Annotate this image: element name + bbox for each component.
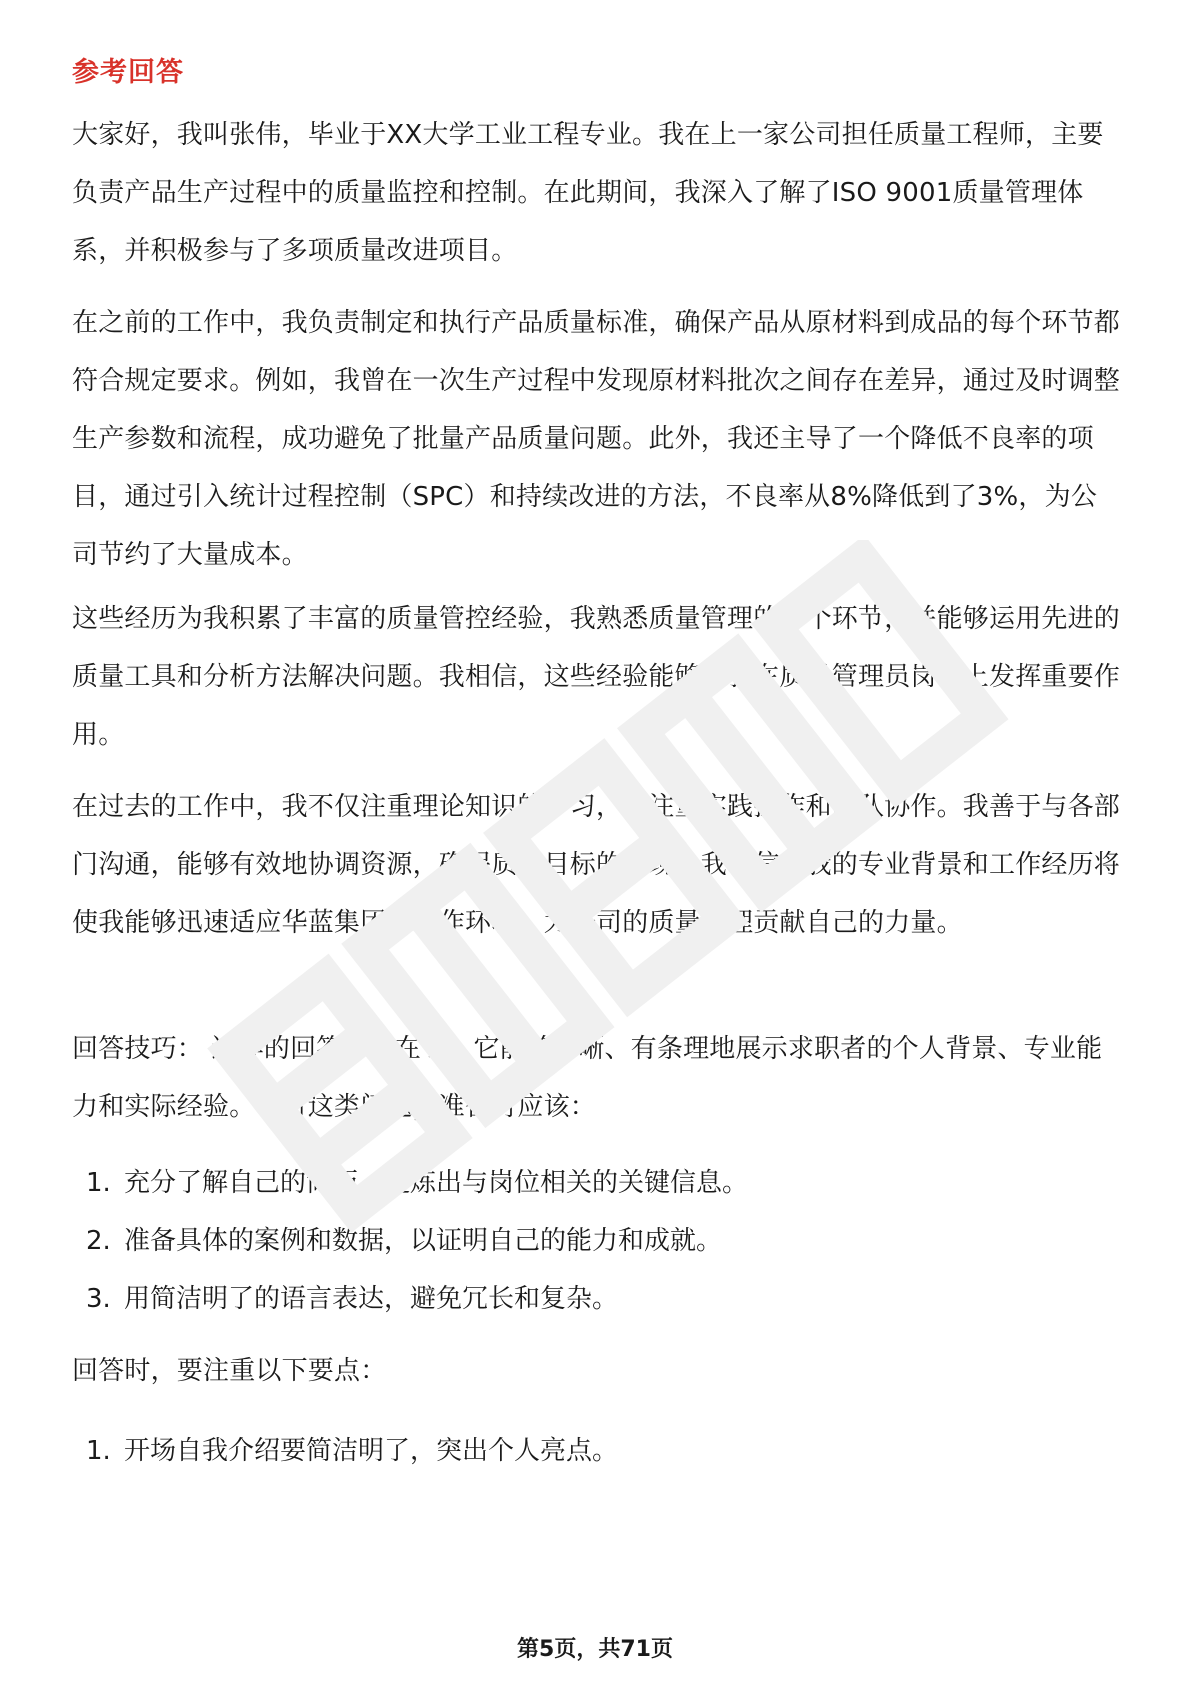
list-item: 1. 充分了解自己的简历，提炼出与岗位相关的关键信息。: [86, 1168, 749, 1198]
paragraph-intro: 大家好，我叫张伟，毕业于XX大学工业工程专业。我在上一家公司担任质量工程师，主要负责产品生产过程中的质量监控和控制。在此期间，我深入了解了ISO 9001质量管理体系，并积极参与了多项质量改进项目。: [72, 120, 1104, 266]
paragraph-points-intro: 回答时，要注重以下要点：: [72, 1356, 387, 1386]
page-number: 第5页，共71页: [517, 1637, 673, 1662]
paragraph-skills: 这些经历为我积累了丰富的质量管控经验，我熟悉质量管理的各个环节，并能够运用先进的质量工具和分析方法解决问题。我相信，这些经验能够让我在质量管理员岗位上发挥重要作用。: [72, 604, 1121, 750]
list-item: 1. 开场自我介绍要简洁明了，突出个人亮点。: [86, 1436, 619, 1466]
list-item: 2. 准备具体的案例和数据，以证明自己的能力和成就。: [86, 1226, 723, 1256]
paragraph-teamwork: 在过去的工作中，我不仅注重理论知识的学习，更注重实践操作和团队协作。我善于与各部门沟通，能够有效地协调资源，确保质量目标的实现。我相信，我的专业背景和工作经历将使我能够迅速适应华蓝集团的工作环境，为公司的质量管理贡献自己的力量。: [72, 792, 1121, 938]
list-item: 3. 用简洁明了的语言表达，避免冗长和复杂。: [86, 1284, 619, 1314]
paragraph-answer-tips: 回答技巧： 这样的回答好处在于，它能够清晰、有条理地展示求职者的个人背景、专业能力和实际经验。针对这类问题，准备时应该：: [72, 1034, 1103, 1122]
tips-list: [72, 1154, 1120, 1328]
paragraph-experience: 在之前的工作中，我负责制定和执行产品质量标准，确保产品从原材料到成品的每个环节都符合规定要求。例如，我曾在一次生产过程中发现原材料批次之间存在差异，通过及时调整生产参数和流程，成功避免了批量产品质量问题。此外，我还主导了一个降低不良率的项目，通过引入统计过程控制（SPC）和持续改进的方法，不良率从8%降低到了3%，为公司节约了大量成本。: [72, 308, 1121, 570]
points-list: [72, 1422, 1120, 1480]
section-heading: 参考回答: [72, 57, 184, 88]
